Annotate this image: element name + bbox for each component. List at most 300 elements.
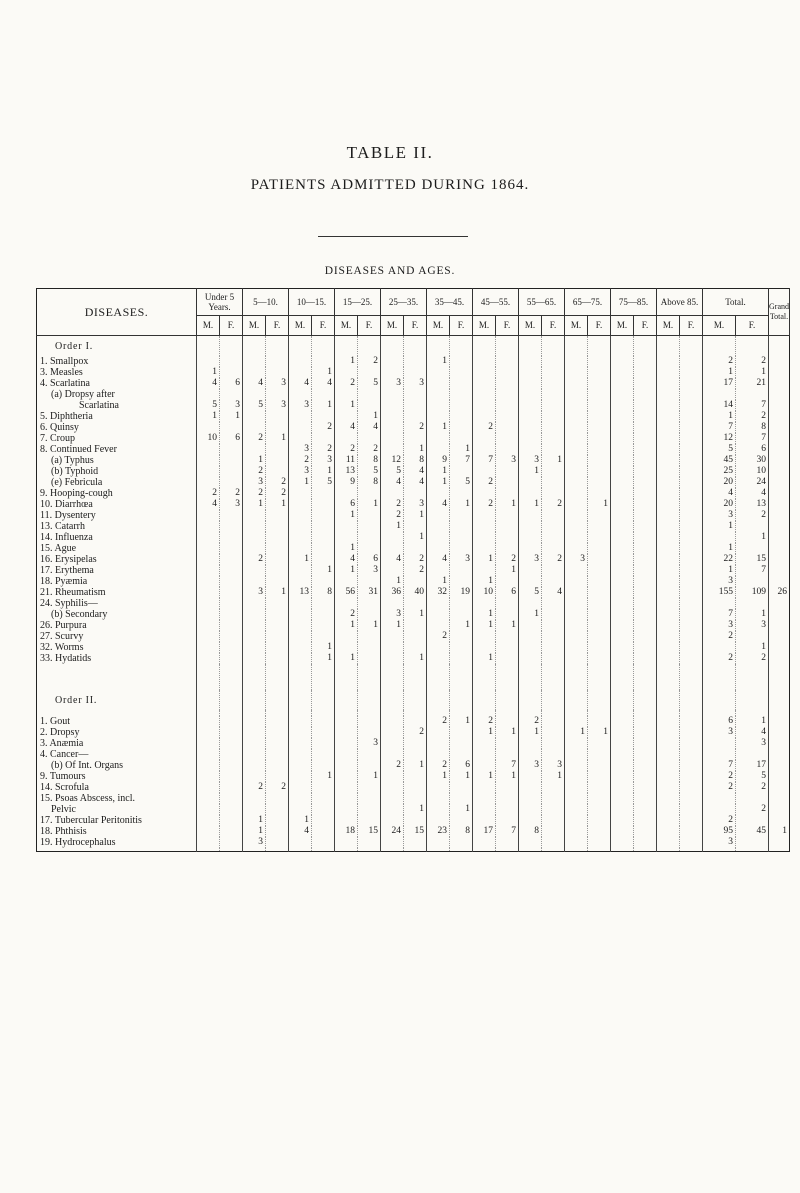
count-cell: [404, 400, 427, 411]
count-cell: [220, 771, 243, 782]
count-cell: [611, 543, 634, 554]
count-cell: [266, 727, 289, 738]
count-cell: [634, 389, 657, 400]
count-cell: [634, 826, 657, 837]
count-cell: [358, 782, 381, 793]
count-cell: [381, 433, 404, 444]
count-cell: [220, 565, 243, 576]
count-cell: [312, 411, 335, 422]
count-cell: [358, 543, 381, 554]
count-cell: [680, 356, 703, 367]
count-cell: [519, 389, 542, 400]
count-cell: 5: [450, 477, 473, 488]
count-cell: [611, 411, 634, 422]
count-cell: [519, 749, 542, 760]
count-cell: [611, 727, 634, 738]
count-cell: [634, 510, 657, 521]
table-row: [37, 587, 790, 598]
count-cell: [565, 653, 588, 664]
count-cell: [289, 771, 312, 782]
table-row: [37, 367, 790, 378]
count-cell: [335, 804, 358, 815]
total-cell: 17: [703, 378, 736, 389]
count-cell: [312, 782, 335, 793]
count-cell: [358, 389, 381, 400]
count-cell: 4: [243, 378, 266, 389]
table-row: [37, 378, 790, 389]
count-cell: [588, 411, 611, 422]
count-cell: [611, 782, 634, 793]
count-cell: [542, 631, 565, 642]
count-cell: [266, 653, 289, 664]
count-cell: [197, 532, 220, 543]
total-cell: 1: [736, 532, 769, 543]
count-cell: 1: [404, 609, 427, 620]
count-cell: [657, 738, 680, 749]
total-cell: [703, 389, 736, 400]
count-cell: [358, 367, 381, 378]
count-cell: [657, 543, 680, 554]
male-header: M.: [473, 316, 496, 336]
grand-total-cell: [769, 389, 790, 400]
count-cell: [450, 576, 473, 587]
count-cell: [450, 488, 473, 499]
count-cell: [496, 422, 519, 433]
disease-name: 18. Phthisis: [37, 826, 197, 837]
count-cell: [542, 510, 565, 521]
count-cell: [611, 565, 634, 576]
count-cell: [450, 727, 473, 738]
count-cell: 8: [312, 587, 335, 598]
count-cell: [197, 771, 220, 782]
count-cell: [611, 815, 634, 826]
order-heading-row: [37, 336, 790, 357]
count-cell: [680, 521, 703, 532]
count-cell: 1: [404, 653, 427, 664]
count-cell: [197, 760, 220, 771]
count-cell: 17: [473, 826, 496, 837]
count-cell: [404, 738, 427, 749]
count-cell: 2: [312, 422, 335, 433]
total-cell: [703, 804, 736, 815]
count-cell: [588, 389, 611, 400]
count-cell: 8: [358, 477, 381, 488]
count-cell: [542, 466, 565, 477]
count-cell: [680, 554, 703, 565]
total-cell: [736, 815, 769, 826]
count-cell: [266, 642, 289, 653]
count-cell: [611, 466, 634, 477]
count-cell: [657, 499, 680, 510]
total-cell: 15: [736, 554, 769, 565]
table-row: [37, 620, 790, 631]
count-cell: 1: [496, 499, 519, 510]
count-cell: [266, 598, 289, 609]
count-cell: [542, 576, 565, 587]
count-cell: [657, 815, 680, 826]
count-cell: [657, 488, 680, 499]
count-cell: 2: [335, 444, 358, 455]
count-cell: [634, 642, 657, 653]
count-cell: 2: [266, 477, 289, 488]
count-cell: [381, 356, 404, 367]
count-cell: [450, 598, 473, 609]
count-cell: [588, 826, 611, 837]
age-group-header: 75—85.: [611, 289, 657, 316]
count-cell: [565, 826, 588, 837]
count-cell: [611, 716, 634, 727]
count-cell: [588, 782, 611, 793]
disease-name: 27. Scurvy: [37, 631, 197, 642]
count-cell: 5: [243, 400, 266, 411]
count-cell: [657, 716, 680, 727]
count-cell: [634, 653, 657, 664]
count-cell: [243, 716, 266, 727]
table-row: [37, 532, 790, 543]
count-cell: [243, 642, 266, 653]
count-cell: [565, 631, 588, 642]
disease-name: 6. Quinsy: [37, 422, 197, 433]
count-cell: [588, 367, 611, 378]
count-cell: [657, 771, 680, 782]
count-cell: [312, 521, 335, 532]
count-cell: [473, 565, 496, 576]
disease-name: 4. Cancer—: [37, 749, 197, 760]
disease-name: 1. Smallpox: [37, 356, 197, 367]
count-cell: [611, 804, 634, 815]
count-cell: [312, 576, 335, 587]
count-cell: [197, 554, 220, 565]
count-cell: 1: [404, 510, 427, 521]
total-cell: [703, 749, 736, 760]
count-cell: [565, 620, 588, 631]
count-cell: [427, 598, 450, 609]
count-cell: 11: [335, 455, 358, 466]
count-cell: 2: [381, 499, 404, 510]
table-row: [37, 389, 790, 400]
table-row: [37, 488, 790, 499]
count-cell: [542, 727, 565, 738]
male-header: M.: [427, 316, 450, 336]
count-cell: [404, 642, 427, 653]
count-cell: 4: [542, 587, 565, 598]
count-cell: 1: [312, 642, 335, 653]
count-cell: 3: [358, 738, 381, 749]
count-cell: 1: [473, 727, 496, 738]
total-cell: 3: [736, 738, 769, 749]
count-cell: [243, 749, 266, 760]
count-cell: 1: [473, 653, 496, 664]
count-cell: [289, 631, 312, 642]
count-cell: 2: [243, 488, 266, 499]
count-cell: 1: [427, 477, 450, 488]
count-cell: [519, 815, 542, 826]
count-cell: [335, 576, 358, 587]
count-cell: [496, 400, 519, 411]
count-cell: [197, 389, 220, 400]
count-cell: [266, 771, 289, 782]
female-header: F.: [312, 316, 335, 336]
count-cell: 4: [381, 477, 404, 488]
age-group-header: 65—75.: [565, 289, 611, 316]
count-cell: [565, 815, 588, 826]
count-cell: [634, 782, 657, 793]
count-cell: [680, 389, 703, 400]
count-cell: 4: [358, 422, 381, 433]
count-cell: [588, 620, 611, 631]
count-cell: [542, 433, 565, 444]
total-cell: 95: [703, 826, 736, 837]
count-cell: [427, 444, 450, 455]
count-cell: [473, 411, 496, 422]
count-cell: [312, 738, 335, 749]
count-cell: [197, 738, 220, 749]
count-cell: 1: [427, 771, 450, 782]
count-cell: [381, 488, 404, 499]
count-cell: [634, 804, 657, 815]
count-cell: 1: [519, 466, 542, 477]
count-cell: [358, 400, 381, 411]
grand-total-cell: [769, 576, 790, 587]
count-cell: 1: [542, 771, 565, 782]
count-cell: [657, 609, 680, 620]
count-cell: [496, 793, 519, 804]
disease-name: 11. Dysentery: [37, 510, 197, 521]
count-cell: 1: [243, 499, 266, 510]
count-cell: [289, 716, 312, 727]
count-cell: [450, 837, 473, 848]
count-cell: [519, 367, 542, 378]
disease-name: 7. Croup: [37, 433, 197, 444]
count-cell: [243, 389, 266, 400]
count-cell: [680, 532, 703, 543]
count-cell: [450, 356, 473, 367]
count-cell: 2: [220, 488, 243, 499]
count-cell: [289, 422, 312, 433]
count-cell: [519, 477, 542, 488]
count-cell: [243, 793, 266, 804]
total-cell: 12: [703, 433, 736, 444]
disease-name: 13. Catarrh: [37, 521, 197, 532]
count-cell: [266, 554, 289, 565]
count-cell: 3: [220, 400, 243, 411]
count-cell: [634, 411, 657, 422]
count-cell: [243, 653, 266, 664]
count-cell: [657, 400, 680, 411]
count-cell: [220, 793, 243, 804]
female-header: F.: [404, 316, 427, 336]
count-cell: [197, 576, 220, 587]
count-cell: [473, 598, 496, 609]
count-cell: [266, 793, 289, 804]
grand-total-cell: [769, 411, 790, 422]
grand-total-cell: [769, 378, 790, 389]
count-cell: 24: [381, 826, 404, 837]
count-cell: [450, 782, 473, 793]
count-cell: [588, 793, 611, 804]
count-cell: [634, 760, 657, 771]
grand-total-cell: [769, 356, 790, 367]
count-cell: [542, 716, 565, 727]
count-cell: [404, 749, 427, 760]
count-cell: 1: [496, 565, 519, 576]
total-cell: 7: [703, 760, 736, 771]
count-cell: [450, 609, 473, 620]
count-cell: [381, 543, 404, 554]
count-cell: [197, 521, 220, 532]
count-cell: [381, 411, 404, 422]
total-cell: 20: [703, 499, 736, 510]
count-cell: [404, 631, 427, 642]
count-cell: 12: [381, 455, 404, 466]
count-cell: [358, 433, 381, 444]
count-cell: [611, 521, 634, 532]
count-cell: [680, 782, 703, 793]
count-cell: 1: [266, 587, 289, 598]
count-cell: [519, 411, 542, 422]
count-cell: [473, 642, 496, 653]
disease-name: 26. Purpura: [37, 620, 197, 631]
count-cell: [496, 653, 519, 664]
male-header: M.: [657, 316, 680, 336]
count-cell: [565, 642, 588, 653]
disease-name: 21. Rheumatism: [37, 587, 197, 598]
count-cell: [266, 815, 289, 826]
count-cell: [657, 587, 680, 598]
count-cell: [404, 793, 427, 804]
count-cell: 1: [496, 771, 519, 782]
count-cell: [220, 587, 243, 598]
male-header: M.: [197, 316, 220, 336]
count-cell: 31: [358, 587, 381, 598]
count-cell: [450, 389, 473, 400]
female-header: F.: [450, 316, 473, 336]
count-cell: [243, 510, 266, 521]
total-cell: 7: [736, 400, 769, 411]
count-cell: 13: [289, 587, 312, 598]
count-cell: [381, 738, 404, 749]
count-cell: [680, 793, 703, 804]
count-cell: [496, 532, 519, 543]
count-cell: 1: [312, 400, 335, 411]
count-cell: [680, 815, 703, 826]
count-cell: [680, 804, 703, 815]
count-cell: [496, 389, 519, 400]
disease-name: 17. Tubercular Peritonitis: [37, 815, 197, 826]
count-cell: [266, 455, 289, 466]
count-cell: [611, 367, 634, 378]
count-cell: [519, 378, 542, 389]
age-group-header: 10—15.: [289, 289, 335, 316]
count-cell: 1: [312, 565, 335, 576]
count-cell: 3: [381, 378, 404, 389]
count-cell: [565, 837, 588, 848]
diseases-column-header: DISEASES.: [37, 289, 197, 336]
count-cell: [565, 466, 588, 477]
count-cell: [427, 738, 450, 749]
count-cell: [220, 620, 243, 631]
count-cell: [404, 771, 427, 782]
count-cell: [680, 598, 703, 609]
female-header: F.: [496, 316, 519, 336]
count-cell: 6: [220, 433, 243, 444]
count-cell: [542, 532, 565, 543]
total-cell: 1: [736, 609, 769, 620]
count-cell: [243, 576, 266, 587]
count-cell: [289, 620, 312, 631]
count-cell: [542, 804, 565, 815]
count-cell: [312, 760, 335, 771]
count-cell: [243, 521, 266, 532]
count-cell: [634, 367, 657, 378]
count-cell: [565, 576, 588, 587]
count-cell: [266, 826, 289, 837]
count-cell: [542, 543, 565, 554]
count-cell: [243, 565, 266, 576]
count-cell: [519, 793, 542, 804]
count-cell: [473, 804, 496, 815]
total-cell: 3: [703, 727, 736, 738]
count-cell: [565, 444, 588, 455]
count-cell: [358, 837, 381, 848]
count-cell: 2: [473, 422, 496, 433]
count-cell: [634, 356, 657, 367]
count-cell: [611, 433, 634, 444]
count-cell: [289, 411, 312, 422]
count-cell: 1: [450, 716, 473, 727]
order-heading: Order I.: [37, 336, 197, 357]
count-cell: [657, 356, 680, 367]
count-cell: [335, 727, 358, 738]
count-cell: [657, 477, 680, 488]
total-cell: 2: [736, 804, 769, 815]
count-cell: [657, 642, 680, 653]
count-cell: [358, 510, 381, 521]
total-cell: [736, 749, 769, 760]
total-cell: 2: [703, 356, 736, 367]
count-cell: [519, 642, 542, 653]
count-cell: [427, 804, 450, 815]
count-cell: [680, 367, 703, 378]
count-cell: [197, 598, 220, 609]
count-cell: [519, 532, 542, 543]
count-cell: [634, 793, 657, 804]
total-cell: [703, 642, 736, 653]
total-cell: [736, 793, 769, 804]
count-cell: [565, 771, 588, 782]
count-cell: [312, 510, 335, 521]
count-cell: [427, 389, 450, 400]
age-group-header: Total.: [703, 289, 769, 316]
count-cell: [588, 716, 611, 727]
count-cell: [243, 543, 266, 554]
disease-name: (b) Secondary: [37, 609, 197, 620]
total-cell: [736, 631, 769, 642]
count-cell: 1: [473, 554, 496, 565]
count-cell: [565, 400, 588, 411]
count-cell: [381, 727, 404, 738]
count-cell: 1: [381, 576, 404, 587]
count-cell: 1: [427, 466, 450, 477]
grand-total-cell: [769, 554, 790, 565]
count-cell: [197, 826, 220, 837]
count-cell: 2: [358, 356, 381, 367]
total-cell: 45: [703, 455, 736, 466]
count-cell: [588, 455, 611, 466]
count-cell: [335, 521, 358, 532]
count-cell: [519, 620, 542, 631]
count-cell: [358, 532, 381, 543]
